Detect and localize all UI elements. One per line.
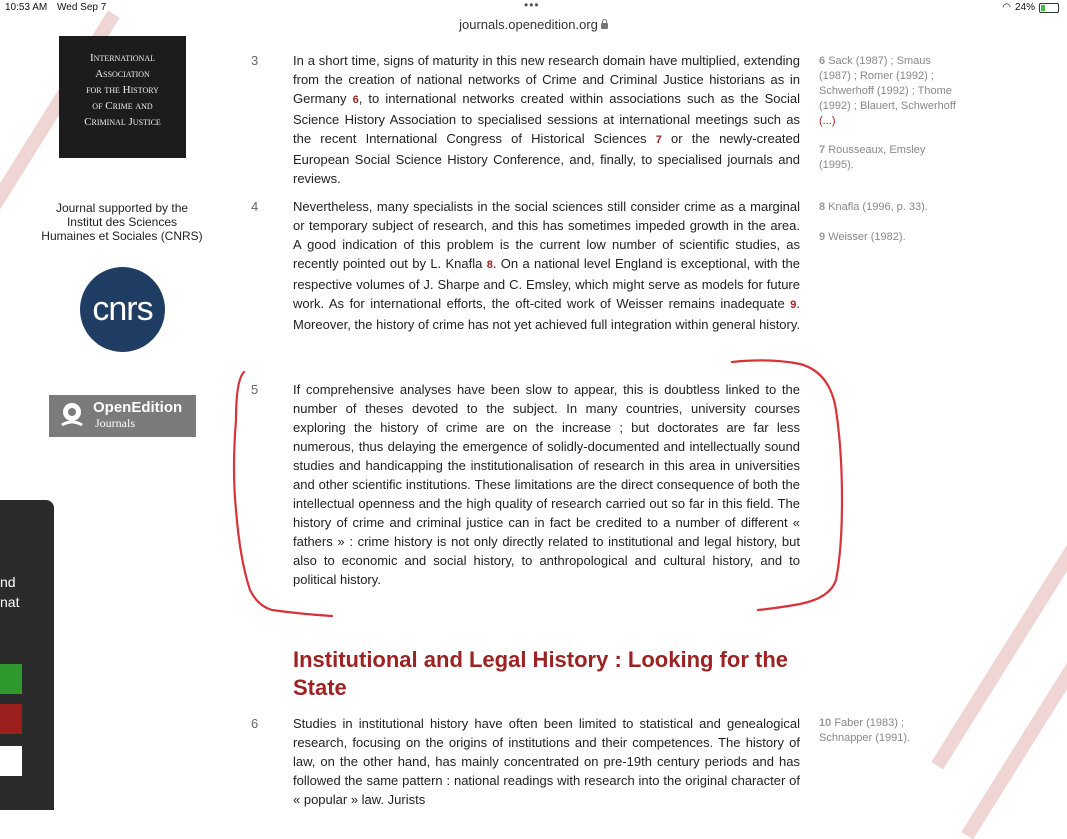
- paragraph-number: 3: [251, 53, 259, 68]
- footnote-ref[interactable]: 6: [352, 94, 359, 106]
- footnote-more-link[interactable]: (...): [819, 115, 836, 127]
- paragraph-text: . Moreover, the history of crime has not yet achieved full integration within general history.: [293, 296, 801, 332]
- association-line: International: [90, 52, 155, 64]
- footnote-ref[interactable]: 9: [790, 299, 797, 311]
- cnrs-logo[interactable]: cnrs: [80, 267, 165, 352]
- settings-button[interactable]: [0, 746, 22, 776]
- paragraph-text: If comprehensive analyses have been slow to appear, this is doubtless linked to the number of theses devoted to the subject. In many countries, university courses exploring the history of crime are on the increase ; but doctorates are far less numerous, thus delaying the emergence of solidly-documented and intellectually sound studies and handicapping the institutionalisation of research in this area in universities and other scientific institutions. These limitations are the direct consequence of both the intellectual openness and the high quality of research carried out so far in this field. The history of crime and criminal justice can in fact be credited to a number of different « fathers » : crime history is not only directly related to institutional and legal history, but also to economic and social history, to anthropological and cultural history, and to political history.: [293, 382, 800, 587]
- battery-icon: [1039, 3, 1059, 13]
- footnote-text: Faber (1983) ; Schnapper (1991).: [819, 717, 911, 744]
- panel-text: nat: [0, 594, 20, 610]
- paragraph-number: 4: [251, 199, 259, 214]
- footnote-text: Rousseaux, Emsley (1995).: [819, 144, 926, 171]
- footnote-6[interactable]: [819, 54, 959, 129]
- paragraph-4: [293, 197, 800, 334]
- footnote-ref[interactable]: 7: [655, 134, 662, 146]
- footnote-number: 6: [819, 55, 826, 67]
- paragraph-text: , to international networks created within associations such as the Social Science History Association to specialised sessions at international meetings such as the recent International Congress of Historical Sciences: [293, 91, 800, 146]
- multitasking-dots-icon[interactable]: •••: [524, 0, 540, 12]
- footnote-9[interactable]: [819, 230, 959, 245]
- openedition-sub: Journals: [95, 416, 135, 430]
- openedition-logo[interactable]: [49, 395, 196, 437]
- association-line: of Crime and: [92, 100, 153, 112]
- footnote-number: 9: [819, 231, 826, 243]
- footnote-number: 7: [819, 144, 826, 156]
- association-line: for the History: [86, 84, 159, 96]
- status-right: [1002, 2, 1059, 13]
- address-bar[interactable]: [0, 14, 1067, 36]
- section-heading: Institutional and Legal History : Looking for the State: [293, 647, 788, 700]
- footnote-text: Weisser (1982).: [828, 231, 906, 243]
- wifi-icon: ◠: [1002, 2, 1011, 13]
- paragraph-6: [293, 714, 800, 809]
- paragraph-text: Nevertheless, many specialists in the social sciences still consider crime as a marginal or temporary subject of research, and this has sometimes impeded growth in the area. A good indication of this problem is the current low number of scientific studies, as recently pointed out by L. Knafla: [293, 199, 800, 271]
- lock-icon: [601, 23, 608, 29]
- footnote-ref[interactable]: 8: [486, 259, 493, 271]
- battery-percent: 24%: [1014, 2, 1035, 13]
- footnote-text: Knafla (1996, p. 33).: [828, 201, 928, 213]
- footnote-number: 8: [819, 201, 826, 213]
- paragraph-3: [293, 51, 800, 188]
- openedition-icon: [58, 401, 86, 431]
- status-date: Wed Sep 7: [57, 2, 107, 13]
- paragraph-text: In a short time, signs of maturity in this new research domain have multiplied, extending from the creation of national networks of Crime and Criminal Justice historians as in Germany: [293, 53, 800, 106]
- overlay-panel[interactable]: [0, 500, 54, 810]
- url-text[interactable]: journals.openedition.org: [459, 17, 598, 32]
- footnote-8[interactable]: [819, 200, 959, 215]
- paragraph-number: 6: [251, 716, 259, 731]
- footnote-text: Sack (1987) ; Smaus (1987) ; Romer (1992) ; Schwerhoff (1992) ; Thome (1992) ; Blauert, Schwerhoff: [819, 55, 956, 112]
- footnote-7[interactable]: [819, 143, 959, 173]
- support-text: Journal supported by the Institut des Sciences Humaines et Sociales (CNRS): [41, 201, 203, 243]
- accept-button[interactable]: [0, 664, 22, 694]
- openedition-name: OpenEdition: [93, 399, 183, 416]
- association-line: Association: [95, 68, 150, 80]
- association-line: Criminal Justice: [84, 116, 161, 128]
- footnote-number: 10: [819, 717, 832, 729]
- paragraph-text: or the newly-created European Social Science History Conference, and, finally, to specialised journals and reviews.: [293, 131, 800, 186]
- status-bar: [0, 0, 1067, 14]
- paragraph-5: [293, 380, 800, 589]
- status-time: 10:53 AM: [5, 2, 48, 13]
- footnote-10[interactable]: [819, 716, 959, 746]
- panel-text: nd: [0, 574, 16, 590]
- paragraph-text: Studies in institutional history have often been limited to statistical and genealogical research, focusing on the origins of institutions and their competences. The history of law, on the other hand, has mainly concentrated on pre-19th century periods and has followed the same pattern : national readings with research into the original character of « popular » law. Jurists: [293, 716, 800, 807]
- paragraph-text: . On a national level England is exceptional, with the respective volumes of J. Sharpe and C. Emsley, which might serve as models for future work. As for international efforts, the oft-cited work of Weisser remains inadequate: [293, 256, 800, 311]
- reject-button[interactable]: [0, 704, 22, 734]
- association-logo[interactable]: [59, 36, 186, 158]
- paragraph-number: 5: [251, 382, 259, 397]
